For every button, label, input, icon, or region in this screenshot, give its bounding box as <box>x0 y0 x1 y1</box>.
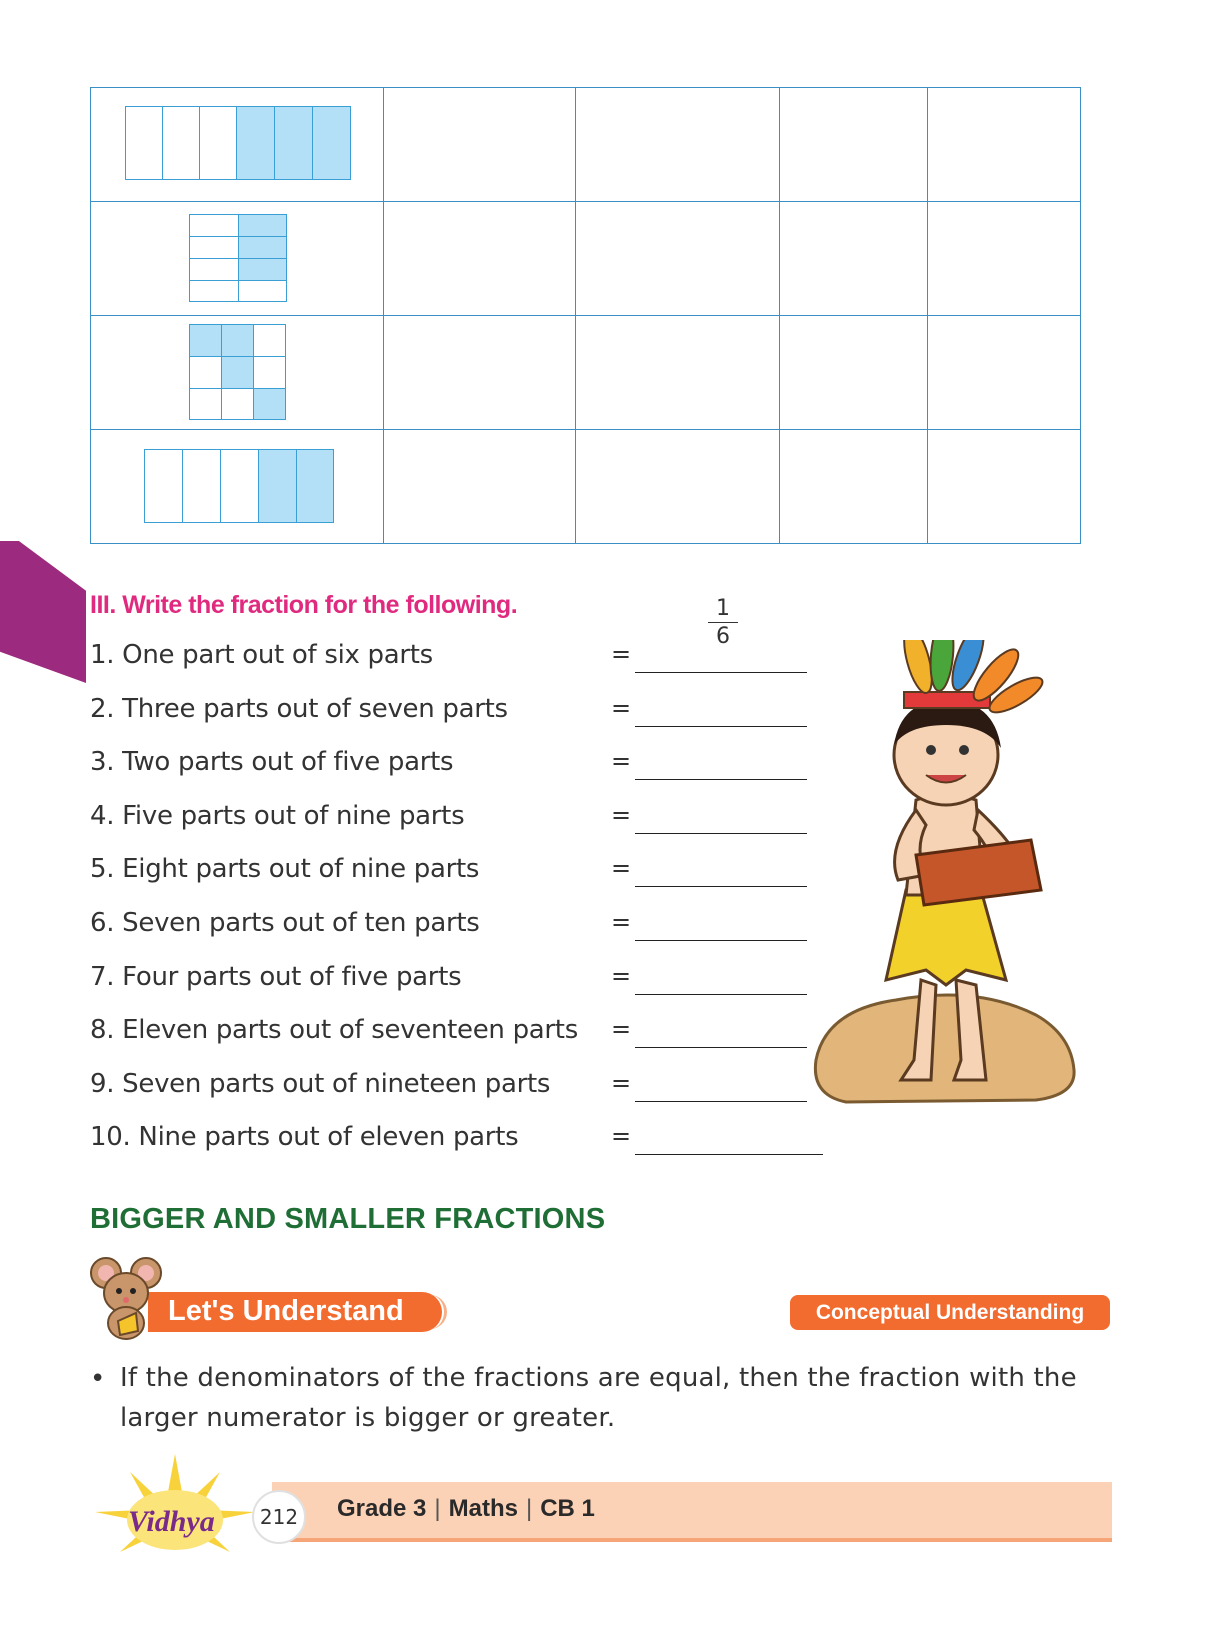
footer-separator: | <box>434 1495 441 1522</box>
six-part-bar-shape <box>125 106 351 180</box>
answer-cell[interactable] <box>576 202 780 316</box>
shape-cell-row-of-6 <box>91 88 384 202</box>
equals-sign: = <box>611 1068 632 1097</box>
question-text: 8. Eleven parts out of seventeen parts <box>90 1015 578 1046</box>
footer-book: CB 1 <box>540 1495 595 1522</box>
question-text: 9. Seven parts out of nineteen parts <box>90 1068 551 1099</box>
example-denominator: 6 <box>716 624 730 649</box>
question-row <box>90 640 830 680</box>
answer-cell[interactable] <box>928 430 1081 544</box>
answer-blank[interactable] <box>635 726 807 727</box>
equals-sign: = <box>611 961 632 990</box>
question-text: 10. Nine parts out of eleven parts <box>90 1122 519 1153</box>
answer-cell[interactable] <box>928 88 1081 202</box>
answer-cell[interactable] <box>384 88 576 202</box>
question-row <box>90 854 830 894</box>
question-row <box>90 801 830 841</box>
eight-part-grid-shape <box>189 214 287 302</box>
answer-cell[interactable] <box>928 202 1081 316</box>
vidhya-logo: Vidhya <box>128 1505 215 1538</box>
answer-cell[interactable] <box>576 430 780 544</box>
rule-text: If the denominators of the fractions are equal, then the fraction with the larger numerator is bigger or greater. <box>120 1363 1077 1433</box>
bigger-smaller-heading: BIGGER AND SMALLER FRACTIONS <box>90 1203 606 1235</box>
bullet-icon: • <box>90 1364 106 1394</box>
answer-blank[interactable] <box>635 1047 807 1048</box>
footer-label <box>337 1495 595 1523</box>
answer-cell[interactable] <box>576 316 780 430</box>
tribal-boy-illustration <box>806 640 1086 1115</box>
mouse-mascot-icon <box>88 1251 166 1341</box>
answer-blank[interactable] <box>635 994 807 995</box>
question-row <box>90 1069 830 1109</box>
answer-cell[interactable] <box>780 316 928 430</box>
footer-subject: Maths <box>448 1495 518 1522</box>
equals-sign: = <box>611 908 632 936</box>
equals-sign: = <box>611 1122 632 1151</box>
answer-blank[interactable] <box>635 672 807 673</box>
footer-grade: Grade 3 <box>337 1495 427 1522</box>
lets-understand-label: Let's Understand <box>168 1295 404 1327</box>
question-row <box>90 747 830 787</box>
answer-cell[interactable] <box>780 202 928 316</box>
question-text: 1. One part out of six parts <box>90 640 433 670</box>
question-text: 5. Eight parts out of nine parts <box>90 854 480 885</box>
question-text: 3. Two parts out of five parts <box>90 747 454 778</box>
question-text: 7. Four parts out of five parts <box>90 961 462 992</box>
shape-cell-grid-4x2 <box>91 202 384 316</box>
equals-sign: = <box>611 747 632 776</box>
answer-blank[interactable] <box>635 886 807 887</box>
question-text: 6. Seven parts out of ten parts <box>90 908 480 938</box>
answer-cell[interactable] <box>384 316 576 430</box>
question-text: 4. Five parts out of nine parts <box>90 800 465 831</box>
equals-sign: = <box>611 1015 632 1044</box>
shape-cell-row-of-5 <box>91 430 384 544</box>
question-row <box>90 1122 830 1162</box>
table-row <box>91 316 1081 430</box>
answer-cell[interactable] <box>384 202 576 316</box>
answer-cell[interactable] <box>780 430 928 544</box>
answer-blank[interactable] <box>635 779 807 780</box>
equals-sign: = <box>611 693 632 722</box>
equals-sign: = <box>611 800 632 829</box>
answer-cell[interactable] <box>384 430 576 544</box>
fraction-shapes-table <box>90 87 1081 544</box>
table-row <box>91 202 1081 316</box>
equals-sign: = <box>611 640 632 668</box>
footer-separator: | <box>525 1495 533 1522</box>
exercise-heading: III. Write the fraction for the following. <box>90 591 518 619</box>
five-part-bar-shape <box>144 449 334 523</box>
table-row <box>91 430 1081 544</box>
answer-blank[interactable] <box>635 1154 823 1155</box>
example-numerator: 1 <box>708 596 738 623</box>
question-row <box>90 908 830 948</box>
table-row <box>91 88 1081 202</box>
page-number: 212 <box>252 1490 306 1544</box>
section-tab-decoration <box>0 541 86 683</box>
question-row <box>90 1015 830 1055</box>
shape-cell-grid-3x3 <box>91 316 384 430</box>
equals-sign: = <box>611 854 632 883</box>
answer-cell[interactable] <box>928 316 1081 430</box>
answer-blank[interactable] <box>635 833 807 834</box>
question-text: 2. Three parts out of seven parts <box>90 693 508 724</box>
answer-cell[interactable] <box>576 88 780 202</box>
nine-part-grid-shape <box>189 324 286 420</box>
question-row <box>90 694 830 734</box>
answer-blank[interactable] <box>635 940 807 941</box>
question-row <box>90 962 830 1002</box>
conceptual-understanding-badge: Conceptual Understanding <box>790 1295 1110 1330</box>
answer-blank[interactable] <box>635 1101 807 1102</box>
answer-cell[interactable] <box>780 88 928 202</box>
